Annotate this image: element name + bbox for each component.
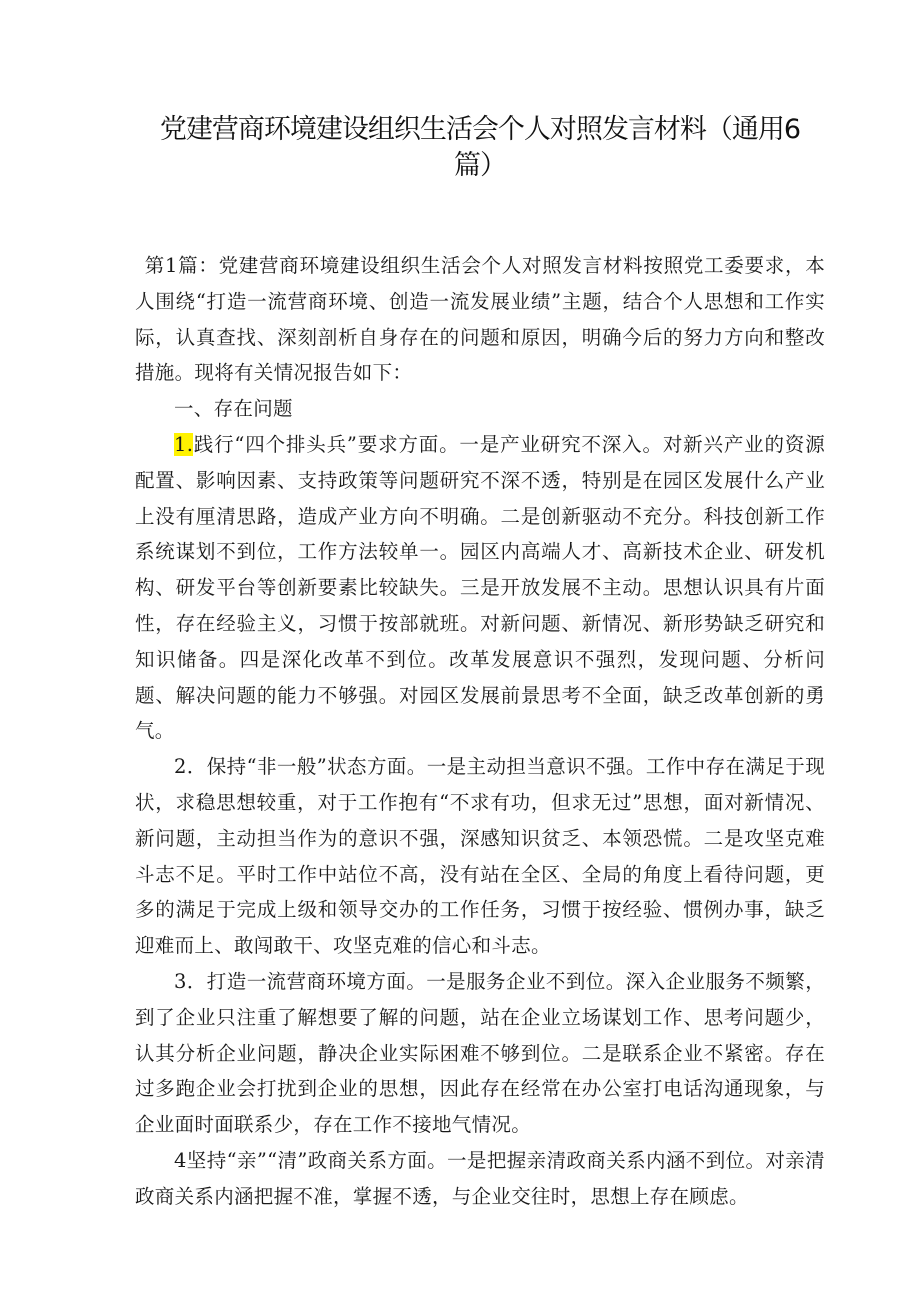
item-1-paragraph <box>135 427 825 749</box>
title-line-1: 党建营商环境建设组织生活会个人对照发言材料（通用6 <box>159 114 801 145</box>
document-title <box>130 112 830 184</box>
intro-paragraph: 第1篇：党建营商环境建设组织生活会个人对照发言材料按照党工委要求，本人围绕“打造一流营商环境、创造一流发展业绩”主题，结合个人思想和工作实际，认真查找、深刻剖析自身存在的问题和原因，明确今后的努力方向和整改措施。现将有关情况报告如下： <box>135 254 825 385</box>
item-4-paragraph: 4坚持“亲”“清”政商关系方面。一是把握亲清政商关系内涵不到位。对亲清政商关系内涵把握不准，掌握不透，与企业交往时，思想上存在顾虑。 <box>135 1148 825 1208</box>
document-body <box>135 248 825 1215</box>
item-2-paragraph: 2．保持“非一般”状态方面。一是主动担当意识不强。工作中存在满足于现状，求稳思想较重，对于工作抱有“不求有功，但求无过”思想，面对新情况、新问题，主动担当作为的意识不强，深感知识贫乏、本领恐慌。二是攻坚克难斗志不足。平时工作中站位不高，没有站在全区、全局的角度上看待问题，更多的满足于完成上级和领导交办的工作任务，习惯于按经验、惯例办事，缺乏迎难而上、敢闯敢干、攻坚克难的信心和斗志。 <box>135 755 825 958</box>
title-line-2: 篇） <box>454 150 506 181</box>
section-heading: 一、存在问题 <box>174 397 293 421</box>
item-1-text: 践行“四个排头兵”要求方面。一是产业研究不深入。对新兴产业的资源配置、影响因素、支持政策等问题研究不深不透，特别是在园区发展什么产业上没有厘清思路，造成产业方向不明确。二是创新驱动不充分。科技创新工作系统谋划不到位，工作方法较单一。园区内高端人才、高新技术企业、研发机构、研发平台等创新要素比较缺失。三是开放发展不主动。思想认识具有片面性，存在经验主义，习惯于按部就班。对新问题、新情况、新形势缺乏研究和知识储备。四是深化改革不到位。改革发展意识不强烈，发现问题、分析问题、解决问题的能力不够强。对园区发展前景思考不全面，缺乏改革创新的勇气。 <box>135 432 825 743</box>
item-3-paragraph: 3．打造一流营商环境方面。一是服务企业不到位。深入企业服务不频繁，到了企业只注重了解想要了解的问题，站在企业立场谋划工作、思考问题少，认其分析企业问题，静决企业实际困难不够到位。二是联系企业不紧密。存在过多跑企业会打扰到企业的思想，因此存在经常在办公室打电话沟通现象，与企业面时面联系少，存在工作不接地气情况。 <box>135 969 825 1137</box>
highlighted-number: 1. <box>174 432 194 456</box>
